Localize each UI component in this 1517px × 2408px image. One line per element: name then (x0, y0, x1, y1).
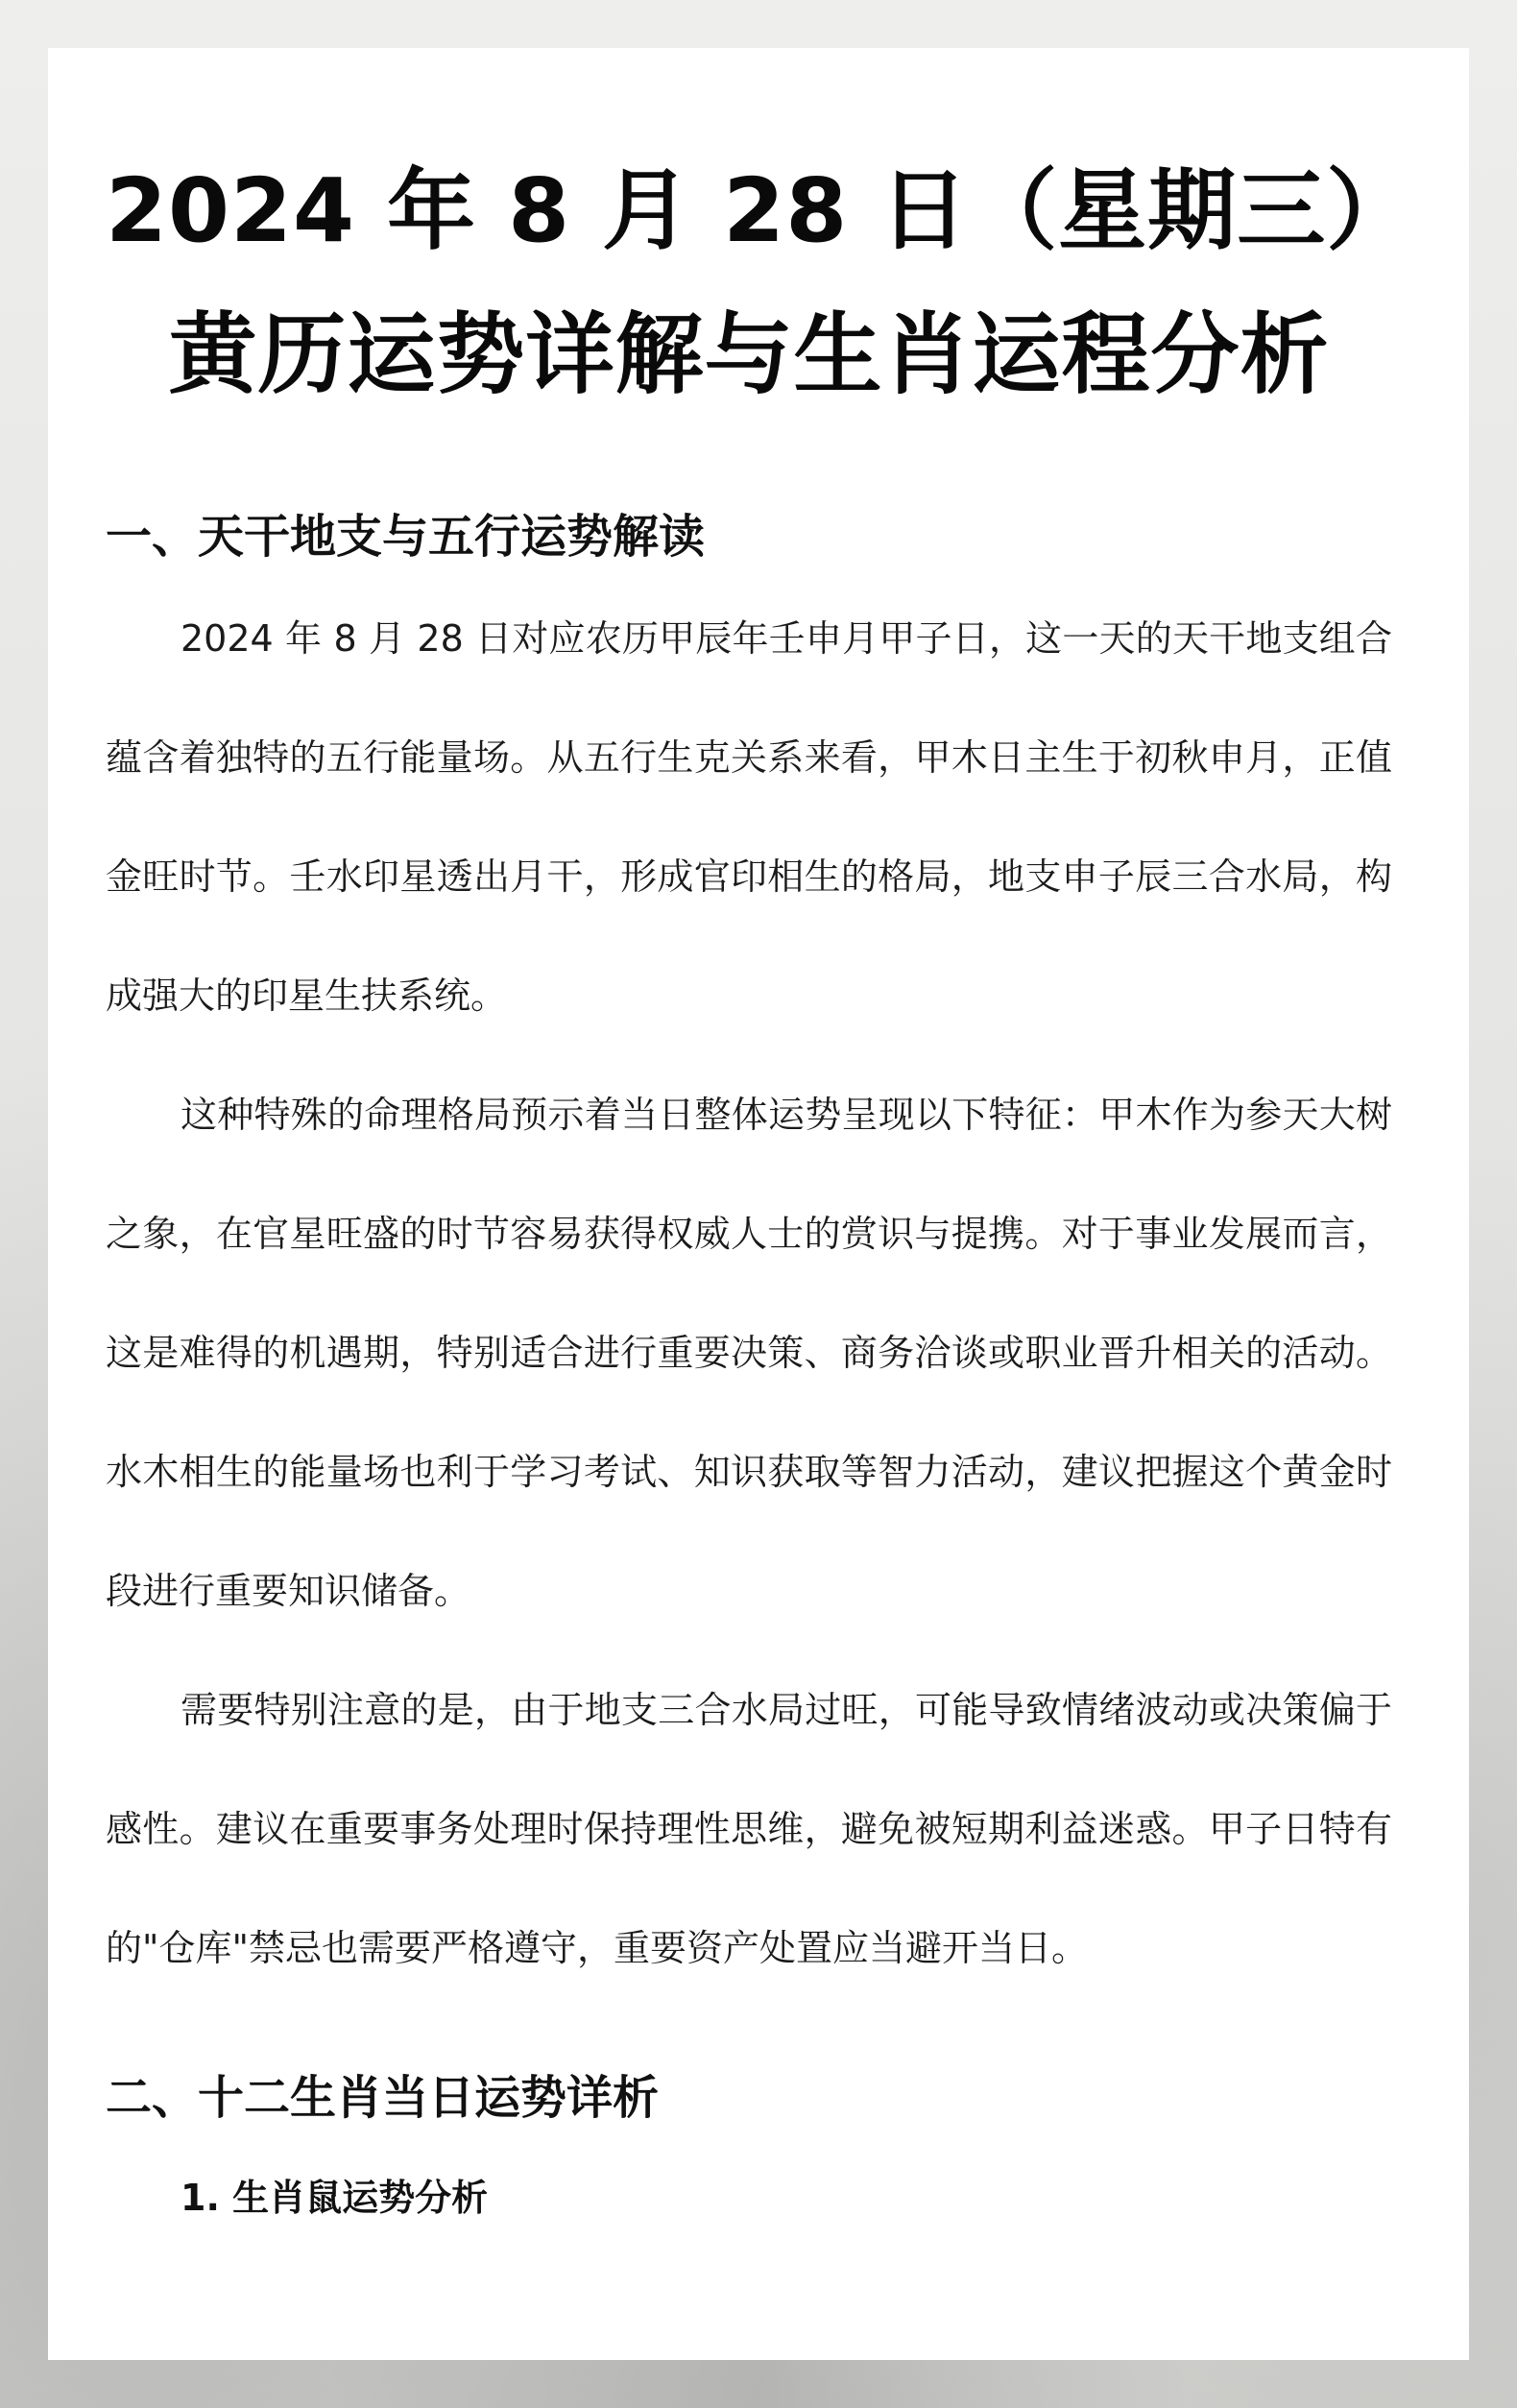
title-line-1: 2024 年 8 月 28 日（星期三） (106, 159, 1416, 262)
section-heading-1: 一、天干地支与五行运势解读 (106, 510, 706, 564)
sub-heading-rat: 1. 生肖鼠运势分析 (181, 2177, 489, 2219)
paragraph-2: 这种特殊的命理格局预示着当日整体运势呈现以下特征：甲木作为参天大树之象，在官星旺盛的时节容易获得权威人士的赏识与提携。对于事业发展而言，这是难得的机遇期，特别适合进行重要决策、商务洽谈或职业晋升相关的活动。水木相生的能量场也利于学习考试、知识获取等智力活动，建议把握这个黄金时段进行重要知识储备。 (106, 1094, 1392, 1612)
document-page (48, 48, 1469, 2360)
title-line-2: 黄历运势详解与生肖运程分析 (168, 303, 1330, 406)
paragraph-3: 需要特别注意的是，由于地支三合水局过旺，可能导致情绪波动或决策偏于感性。建议在重要事务处理时保持理性思维，避免被短期利益迷惑。甲子日特有的"仓库"禁忌也需要严格遵守，重要资产处置应当避开当日。 (106, 1689, 1392, 1969)
page-title (106, 139, 1416, 427)
paragraph-1: 2024 年 8 月 28 日对应农历甲辰年壬申月甲子日，这一天的天干地支组合蕴含着独特的五行能量场。从五行生克关系来看，甲木日主生于初秋申月，正值金旺时节。壬水印星透出月干，形成官印相生的格局，地支申子辰三合水局，构成强大的印星生扶系统。 (106, 617, 1392, 1017)
section-heading-2: 二、十二生肖当日运势详析 (106, 2071, 660, 2125)
